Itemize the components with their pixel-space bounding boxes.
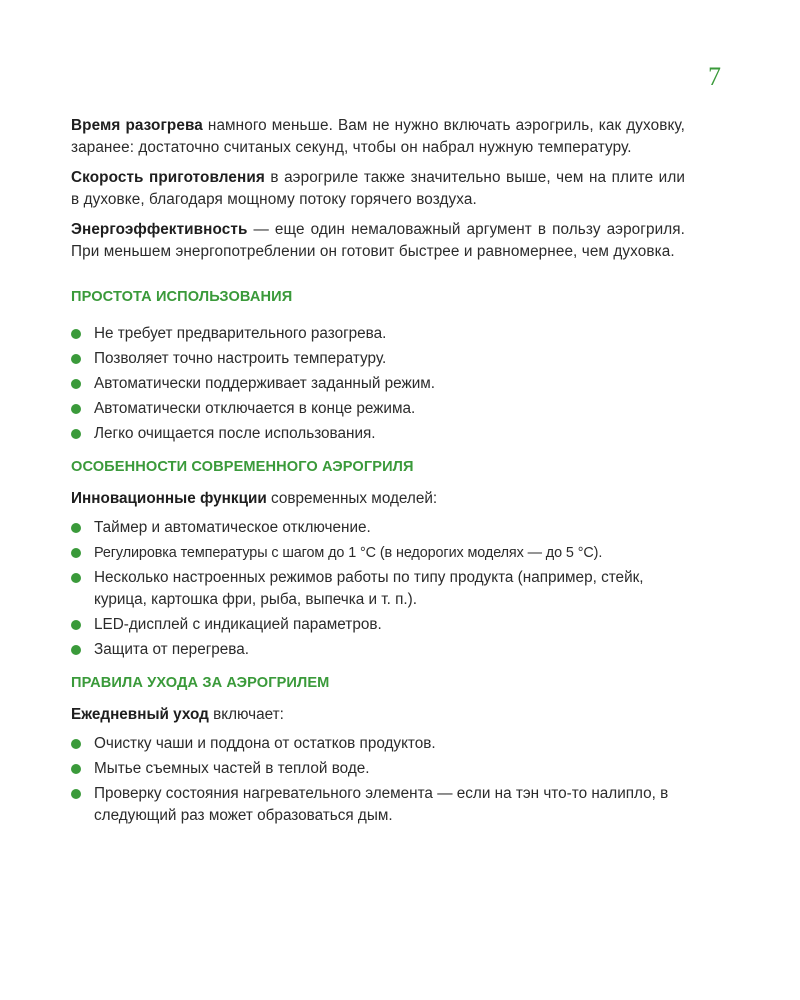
list-item-text: Легко очищается после использования. [94, 425, 376, 442]
list-item [71, 373, 685, 395]
list-item-text: Регулировка температуры с шагом до 1 °C (в недорогих моделях — до 5 °C). [94, 545, 603, 561]
list-item [71, 423, 685, 445]
bullet-dot-icon [71, 764, 81, 774]
list-item [71, 348, 685, 370]
list-item-text: Мытье съемных частей в теплой воде. [94, 760, 370, 777]
page-content [71, 115, 685, 830]
section-heading-simplicity: ПРОСТОТА ИСПОЛЬЗОВАНИЯ [71, 289, 293, 305]
paragraph-heating-time [71, 115, 685, 159]
bullet-dot-icon [71, 429, 81, 439]
paragraph-bold-lead: Энергоэффективность [71, 221, 248, 238]
list-item [71, 517, 685, 539]
list-item [71, 542, 685, 564]
paragraph-energy-efficiency [71, 219, 685, 263]
bullet-dot-icon [71, 573, 81, 583]
list-item-text: Автоматически поддерживает заданный режим. [94, 375, 436, 392]
bullet-dot-icon [71, 379, 81, 389]
simplicity-list [71, 323, 685, 445]
list-item-text: Очистку чаши и поддона от остатков продуктов. [94, 735, 436, 752]
bullet-dot-icon [71, 548, 81, 558]
section-heading-features: ОСОБЕННОСТИ СОВРЕМЕННОГО АЭРОГРИЛЯ [71, 459, 414, 475]
list-item [71, 614, 685, 636]
list-item [71, 733, 685, 755]
paragraph-text: — еще один немаловажный аргумент в пользу аэрогриля. При меньшем энергопотреблении он готовит быстрее и равномернее, чем духовка. [71, 221, 685, 260]
paragraph-cooking-speed [71, 167, 685, 211]
features-list [71, 517, 685, 661]
list-item [71, 323, 685, 345]
paragraph-text: в аэрогриле также значительно выше, чем на плите или в духовке, благодаря мощному потоку горячего воздуха. [71, 169, 685, 208]
features-intro-text: современных моделей: [266, 490, 438, 507]
list-item [71, 567, 685, 611]
bullet-dot-icon [71, 789, 81, 799]
list-item-text: Позволяет точно настроить температуру. [94, 350, 387, 367]
list-item-text: Не требует предварительного разогрева. [94, 325, 387, 342]
list-item [71, 758, 685, 780]
features-intro [71, 488, 685, 510]
care-intro-text: включает: [208, 706, 284, 723]
paragraph-bold-lead: Время разогрева [71, 117, 203, 134]
care-list [71, 733, 685, 827]
list-item [71, 783, 685, 827]
list-item-text: Несколько настроенных режимов работы по типу продукта (например, стейк, курица, картошка фри, рыба, выпечка и т. п.). [94, 569, 644, 608]
bullet-dot-icon [71, 404, 81, 414]
bullet-dot-icon [71, 523, 81, 533]
list-item-text: Таймер и автоматическое отключение. [94, 519, 371, 536]
care-intro-bold: Ежедневный уход [71, 706, 209, 723]
section-heading-care: ПРАВИЛА УХОДА ЗА АЭРОГРИЛЕМ [71, 675, 330, 691]
list-item-text: Защита от перегрева. [94, 641, 250, 658]
care-intro [71, 704, 685, 726]
bullet-dot-icon [71, 620, 81, 630]
paragraph-text: намного меньше. Вам не нужно включать аэрогриль, как духовку, заранее: достаточно считаных секунд, чтобы он набрал нужную температуру. [71, 117, 685, 156]
bullet-dot-icon [71, 645, 81, 655]
features-intro-bold: Инновационные функции [71, 490, 267, 507]
list-item-text: Проверку состояния нагревательного элемента — если на тэн что-то налипло, в следующий раз может образоваться дым. [94, 785, 669, 824]
list-item [71, 398, 685, 420]
page-number: 7 [708, 62, 721, 91]
bullet-dot-icon [71, 739, 81, 749]
list-item [71, 639, 685, 661]
list-item-text: LED-дисплей с индикацией параметров. [94, 616, 382, 633]
bullet-dot-icon [71, 354, 81, 364]
list-item-text: Автоматически отключается в конце режима. [94, 400, 416, 417]
bullet-dot-icon [71, 329, 81, 339]
paragraph-bold-lead: Скорость приготовления [71, 169, 265, 186]
